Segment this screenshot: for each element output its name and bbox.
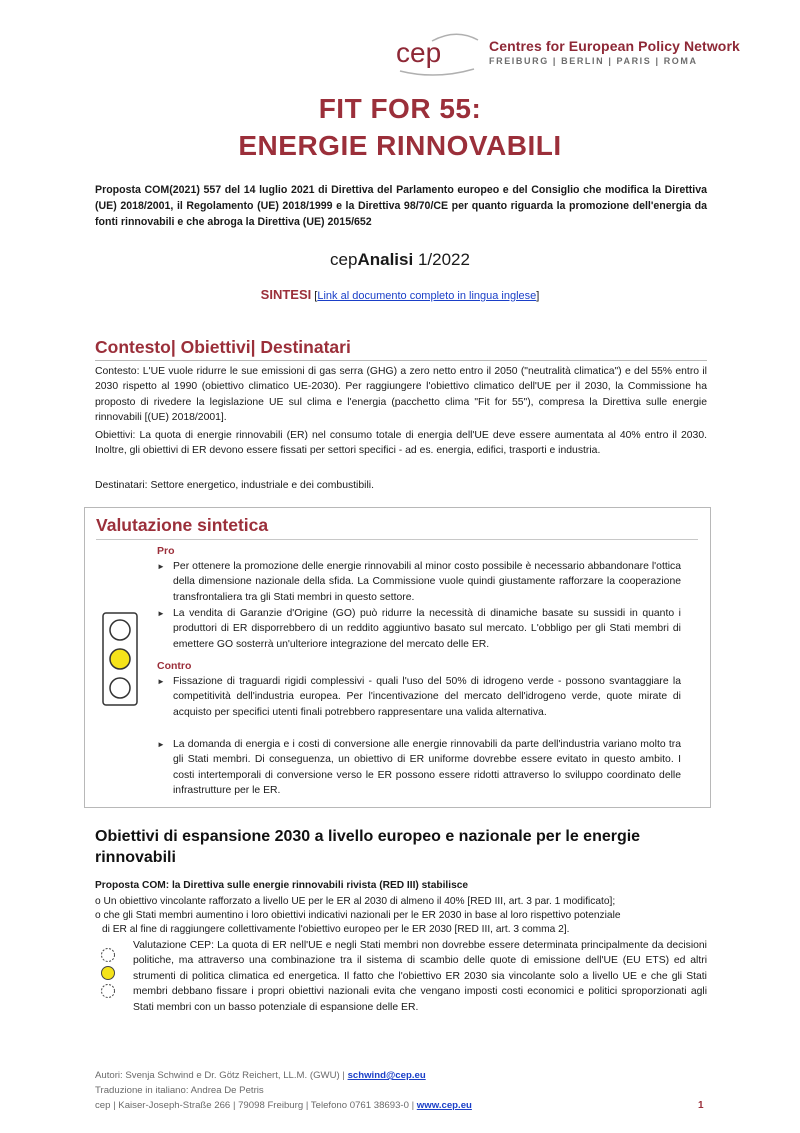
divider [96,539,698,540]
logo-text: cep [396,37,442,68]
arrow-icon: ► [157,562,165,571]
authors-text: Autori: Svenja Schwind e Dr. Götz Reichert, LL.M. (GWU) | [95,1070,345,1081]
bracket-close: ] [536,290,540,302]
contro-bullet-text: La domanda di energia e i costi di conversione alle energie rinnovabili da parte dell'industria variano molto tra gli Stati membri. Di conseguenza, un obiettivo di ER uniforme dovrebbe essere evitato in questo ambito. I costi intertemporali di conversione verso le ER possono essere ridotti attraverso lo sviluppo coordinato delle infrastrutture per le ER. [173,739,681,796]
footer-authors [95,1070,426,1081]
footer-address [95,1100,472,1111]
pro-bullet-text: La vendita di Garanzie d'Origine (GO) può ridurre la necessità di dinamiche basate su sussidi in quanto i produttori di ER disporrebbero di un reddito aggiuntivo basato sul mercato. L'obbligo per gli Stati membri di emettere GO sosterrà un'ulteriore integrazione del mercato delle ER. [173,608,681,650]
pro-bullet [157,559,681,605]
addressees-paragraph: Destinatari: Settore energetico, industriale e dei combustibili. [95,480,374,491]
page-title-line1: FIT FOR 55: [318,93,482,124]
contro-bullet [157,737,681,798]
arrow-icon: ► [157,677,165,686]
org-cities: FREIBURG | BERLIN | PARIS | ROMA [489,56,698,66]
footer-translation: Traduzione in italiano: Andrea De Petris [95,1085,264,1096]
arrow-icon: ► [157,740,165,749]
contro-bullet [157,674,681,720]
analysis-prefix: cep [330,250,358,269]
analysis-label [0,250,800,270]
contro-heading: Contro [157,660,192,672]
pro-heading: Pro [157,545,175,557]
page-title-line2: ENERGIE RINNOVABILI [238,130,562,161]
cep-evaluation: Valutazione CEP: La quota di ER nell'UE e negli Stati membri non dovrebbe essere determinata principalmente da decisioni politiche, ma attraverso una combinazione tra il sistema di scambio delle quote di emissione dell'UE (EU ETS) ed altri strumenti di politica climatica ed energetica. Il fatto che l'obiettivo ER 2030 sia vincolante solo a livello UE e che gli Stati membri debbano fissare i propri obiettivi nazionali evita che vengano imposti costi economici e politici sproporzionati agli Stati membri con un basso potenziale di espansione delle ER. [133,940,707,1013]
address-text: cep | Kaiser-Joseph-Straße 266 | 79098 Freiburg | Telefono 0761 38693-0 | [95,1100,415,1111]
context-paragraph: Contesto: L'UE vuole ridurre le sue emissioni di gas serra (GHG) a zero netto entro il 2050 ("neutralità climatica") e del 55% entro il 2030 rispetto al 1990 (obiettivo climatico UE-2030). Per raggiungere l'obiettivo climatico dell'UE per il 2030, la Commissione ha proposto di rivedere la legislazione UE sul clima e l'energia (pacchetto clima "Fit for 55"), compresa la Direttiva sulle energie rinnovabili [(UE) 2018/2001]. [95,366,707,424]
bracket-open: [ [314,290,318,302]
cep-logo [392,30,484,76]
summary-title: Valutazione sintetica [96,515,269,535]
arrow-icon: ► [157,609,165,618]
website-link[interactable]: www.cep.eu [416,1100,472,1111]
divider [95,360,707,361]
objectives-title: Obiettivi di espansione 2030 a livello europeo e nazionale per le energie rinnovabili [95,828,641,866]
objective-item: o Un obiettivo vincolante rafforzato a livello UE per le ER al 2030 di almeno il 40% [RED III, art. 3 par. 1 modificato]; [95,896,616,907]
contro-bullet-text: Fissazione di traguardi rigidi complessivi - quali l'uso del 50% di idrogeno verde - possono svantaggiare la competitività dell'industria europea. Per l'incentivazione del mercato dell'idrogeno verde, quote mirate di acquisto per specifici utenti finali potrebbero rappresentare una valida alternativa. [173,676,681,718]
objectives-paragraph: Obiettivi: La quota di energie rinnovabili (ER) nel consumo totale di energia dell'UE deve essere aumentata al 40% entro il 2030. Inoltre, gli obiettivi di ER devono essere fissati per settori specifici - ad es. energia, edifici, trasporti e industria. [95,430,707,457]
pro-bullet [157,606,681,652]
context-title: Contesto| Obiettivi| Destinatari [95,337,351,357]
traffic-light-icon [102,612,138,706]
page-number: 1 [698,1100,704,1111]
traffic-light-icon [99,947,117,999]
objective-item: o che gli Stati membri aumentino i loro obiettivi indicativi nazionali per le ER 2030 in base al loro rispettivo potenziale [95,910,621,921]
proposal-line: Proposta COM: la Direttiva sulle energie rinnovabili rivista (RED III) stabilisce [95,880,469,891]
pro-bullet-text: Per ottenere la promozione delle energie rinnovabili al minor costo possibile è necessario abbandonare l'ottica della dimensione nazionale della sfida. La Commissione vuole quindi giustamente rafforzare la cooperazione transfrontaliera tra gli Stati membri in questo settore. [173,561,681,603]
analysis-number: 1/2022 [417,250,470,269]
objective-item: di ER al fine di raggiungere collettivamente l'obiettivo europeo per le ER 2030 [RED III, art. 3 comma 2]. [102,924,570,935]
sintesi-line [0,287,800,302]
org-name: Centres for European Policy Network [489,38,740,54]
email-link[interactable]: schwind@cep.eu [347,1070,426,1081]
analysis-word: Analisi [357,250,414,269]
full-document-link[interactable]: Link al documento completo in lingua inglese [317,290,537,302]
sintesi-label: SINTESI [260,287,312,302]
proposal-text: Proposta COM(2021) 557 del 14 luglio 2021 di Direttiva del Parlamento europeo e del Consiglio che modifica la Direttiva (UE) 2018/2001, il Regolamento (UE) 2018/1999 e la Direttiva 98/70/CE per quanto riguarda la promozione dell'energia da fonti rinnovabili e che abroga la Direttiva (UE) 2015/652 [95,184,707,228]
